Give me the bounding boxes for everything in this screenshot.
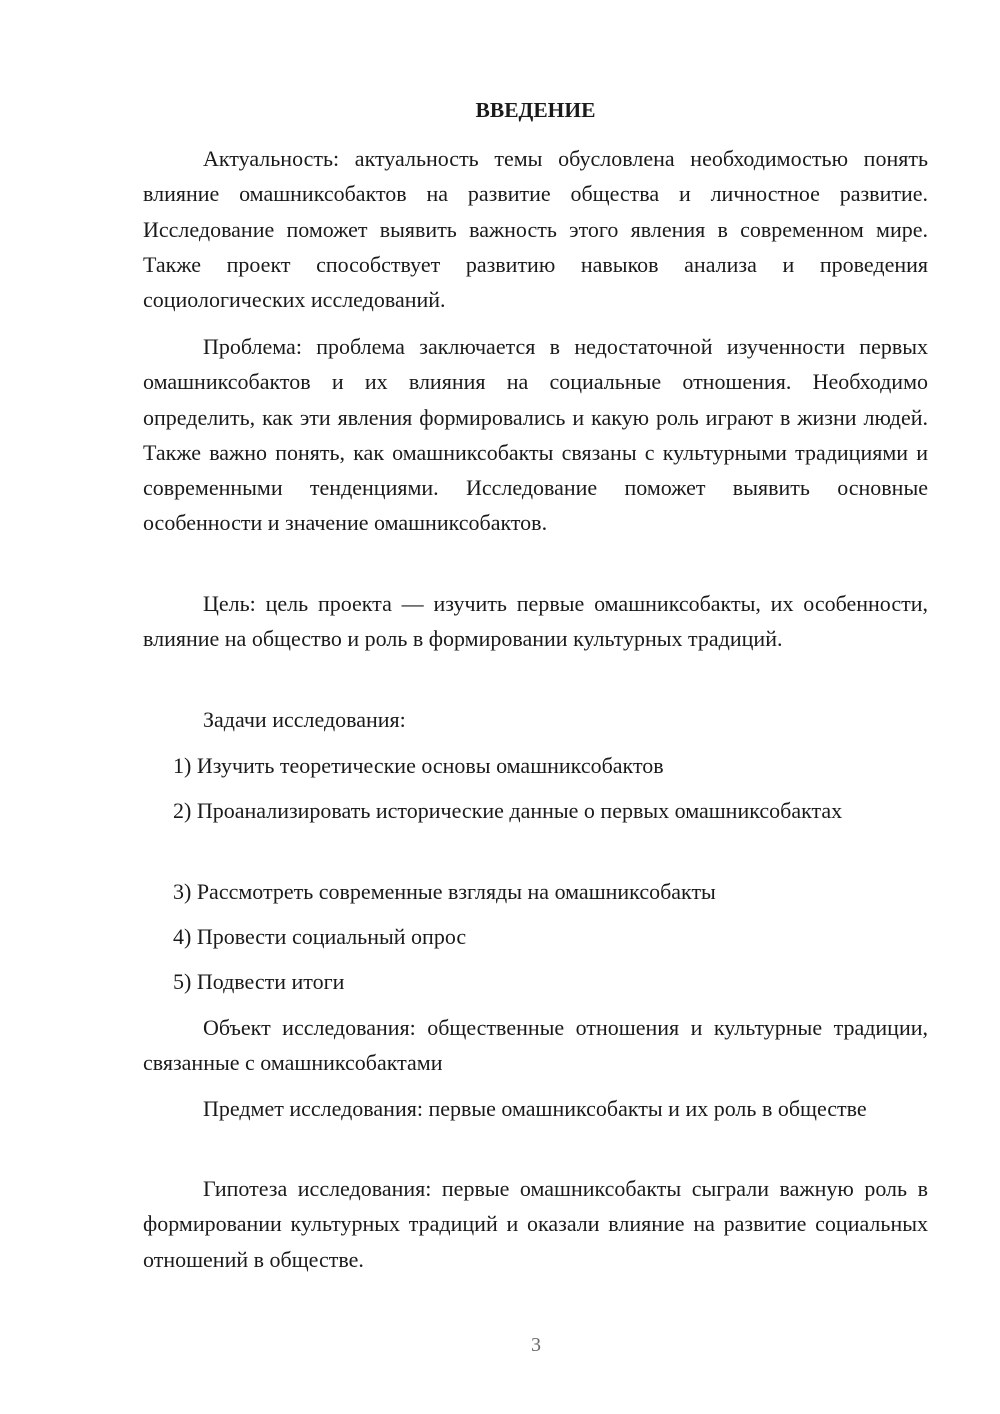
task-item-5: 5) Подвести итоги: [173, 969, 345, 994]
paragraph-relevance: Актуальность: актуальность темы обусловлена необходимостью понять влияние омашниксобактов на развитие общества и личностное развитие. Исследование поможет выявить важность этого явления в современном мире. Также проект способствует развитию навыков анализа и проведения социологических исследований.: [143, 146, 928, 313]
task-item-1: 1) Изучить теоретические основы омашниксобактов: [173, 753, 664, 778]
page-title: ВВЕДЕНИЕ: [475, 98, 596, 122]
task-item-2: 2) Проанализировать исторические данные о первых омашниксобактах: [173, 798, 843, 823]
paragraph-hypothesis: Гипотеза исследования: первые омашниксобакты сыграли важную роль в формировании культурных традиций и оказали влияние на развитие социальных отношений в обществе.: [143, 1176, 928, 1272]
page-number: 3: [531, 1334, 541, 1356]
paragraph-object: Объект исследования: общественные отношения и культурные традиции, связанные с омашниксобактами: [143, 1015, 928, 1076]
task-item-3: 3) Рассмотреть современные взгляды на омашниксобакты: [173, 879, 716, 904]
paragraph-goal: Цель: цель проекта — изучить первые омашниксобакты, их особенности, влияние на общество и роль в формировании культурных традиций.: [143, 591, 928, 652]
task-item-4: 4) Провести социальный опрос: [173, 924, 467, 949]
paragraph-problem: Проблема: проблема заключается в недостаточной изученности первых омашниксобактов и их влияния на социальные отношения. Необходимо определить, как эти явления формировались и какую роль играют в жизни людей. Также важно понять, как омашниксобакты связаны с культурными традициями и современными тенденциями. Исследование поможет выявить основные особенности и значение омашниксобактов.: [143, 334, 928, 536]
tasks-heading: Задачи исследования:: [203, 707, 406, 732]
paragraph-subject: Предмет исследования: первые омашниксобакты и их роль в обществе: [203, 1096, 867, 1121]
